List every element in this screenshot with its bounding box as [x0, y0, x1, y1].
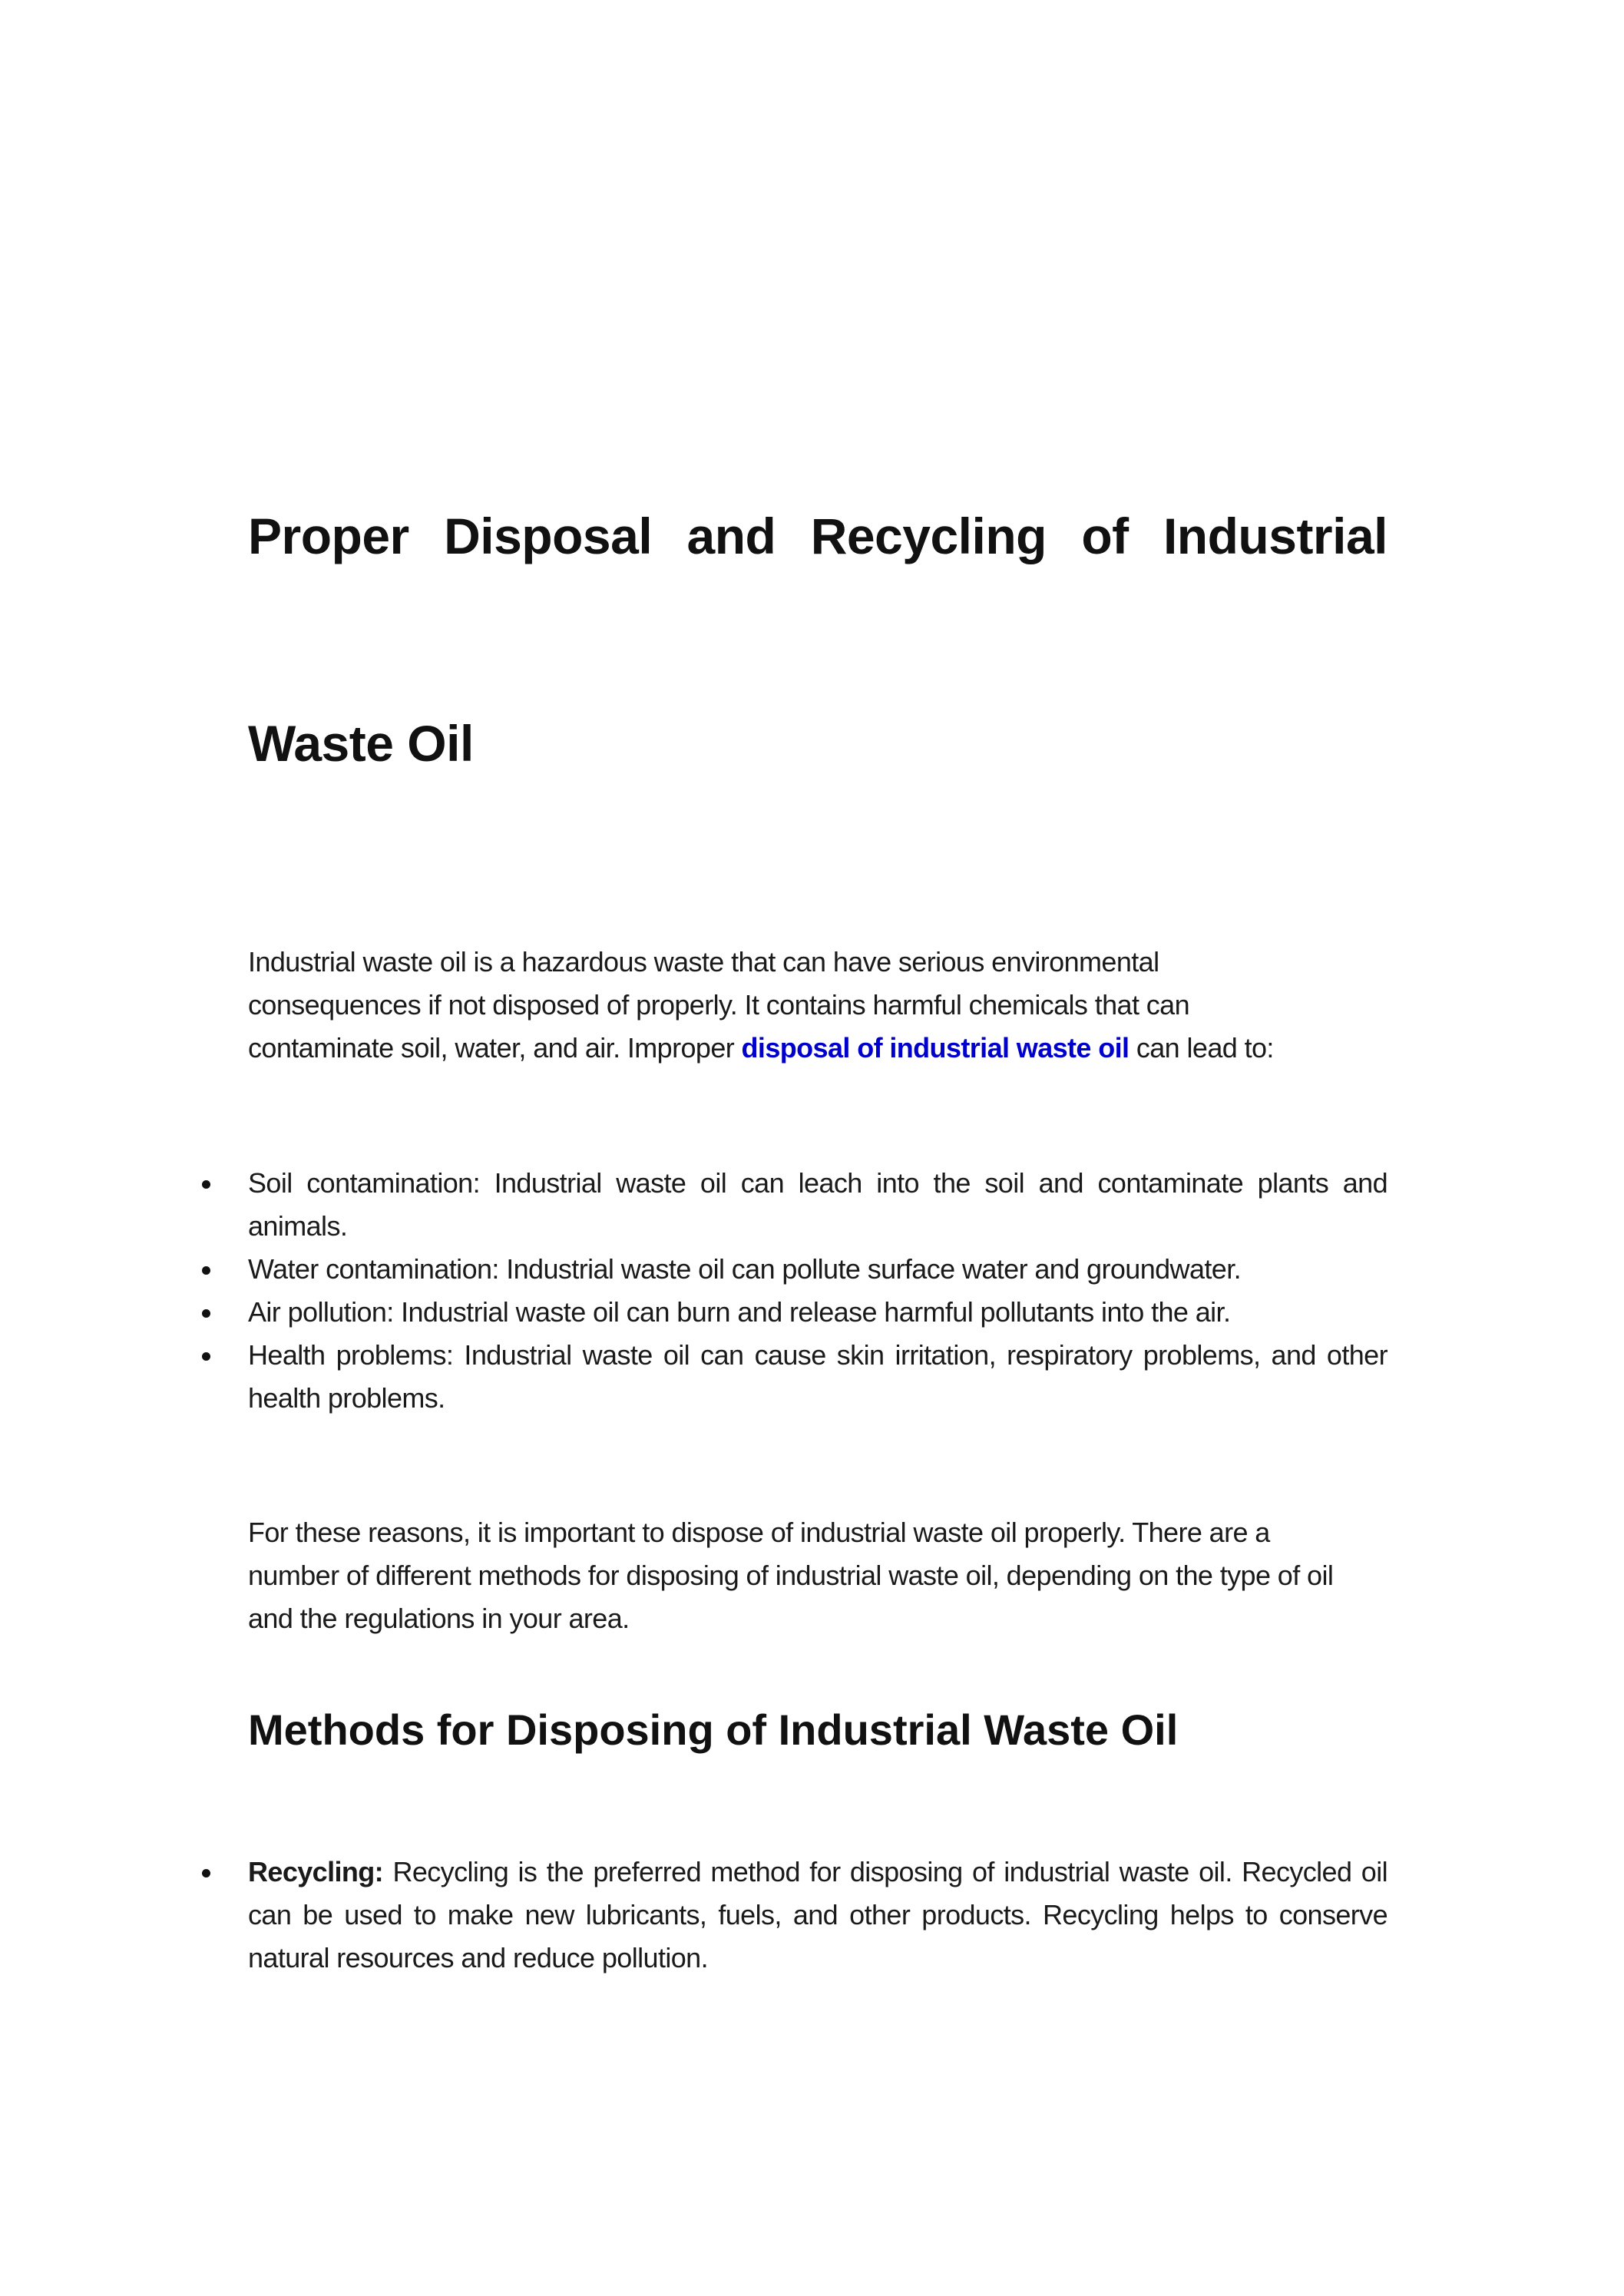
page-title-line-2: Waste Oil [248, 715, 474, 772]
list-item: Air pollution: Industrial waste oil can burn and release harmful pollutants into the air. [248, 1291, 1388, 1334]
method-label: Recycling: [248, 1856, 384, 1887]
reasons-paragraph: For these reasons, it is important to dispose of industrial waste oil properly. There are a number of different methods for disposing of industrial waste oil, depending on the type of oil and the regulations in your area. [248, 1517, 1334, 1634]
list-item [248, 1851, 1388, 1980]
methods-list [248, 1851, 1388, 1980]
page-title-line-1: Proper Disposal and Recycling of Industrial [248, 508, 1388, 564]
list-item: Soil contamination: Industrial waste oil can leach into the soil and contaminate plants and animals. [248, 1162, 1388, 1248]
intro-text-before: Industrial waste oil is a hazardous waste that can have serious environmental consequences if not disposed of properly. It contains harmful chemicals that can contaminate soil, water, and air. Improper [248, 946, 1190, 1064]
disposal-link[interactable]: disposal of industrial waste oil [741, 1032, 1130, 1064]
intro-text-after: can lead to: [1129, 1032, 1274, 1064]
list-item: Health problems: Industrial waste oil can cause skin irritation, respiratory problems, and other health problems. [248, 1334, 1388, 1420]
consequences-list [248, 1162, 1388, 1420]
methods-heading: Methods for Disposing of Industrial Waste Oil [248, 1705, 1179, 1754]
list-item: Water contamination: Industrial waste oil can pollute surface water and groundwater. [248, 1248, 1388, 1291]
method-text: Recycling is the preferred method for disposing of industrial waste oil. Recycled oil can be used to make new lubricants, fuels, and other products. Recycling helps to conserve natural resources and reduce pollution. [248, 1856, 1388, 1973]
intro-paragraph [248, 941, 1338, 1070]
